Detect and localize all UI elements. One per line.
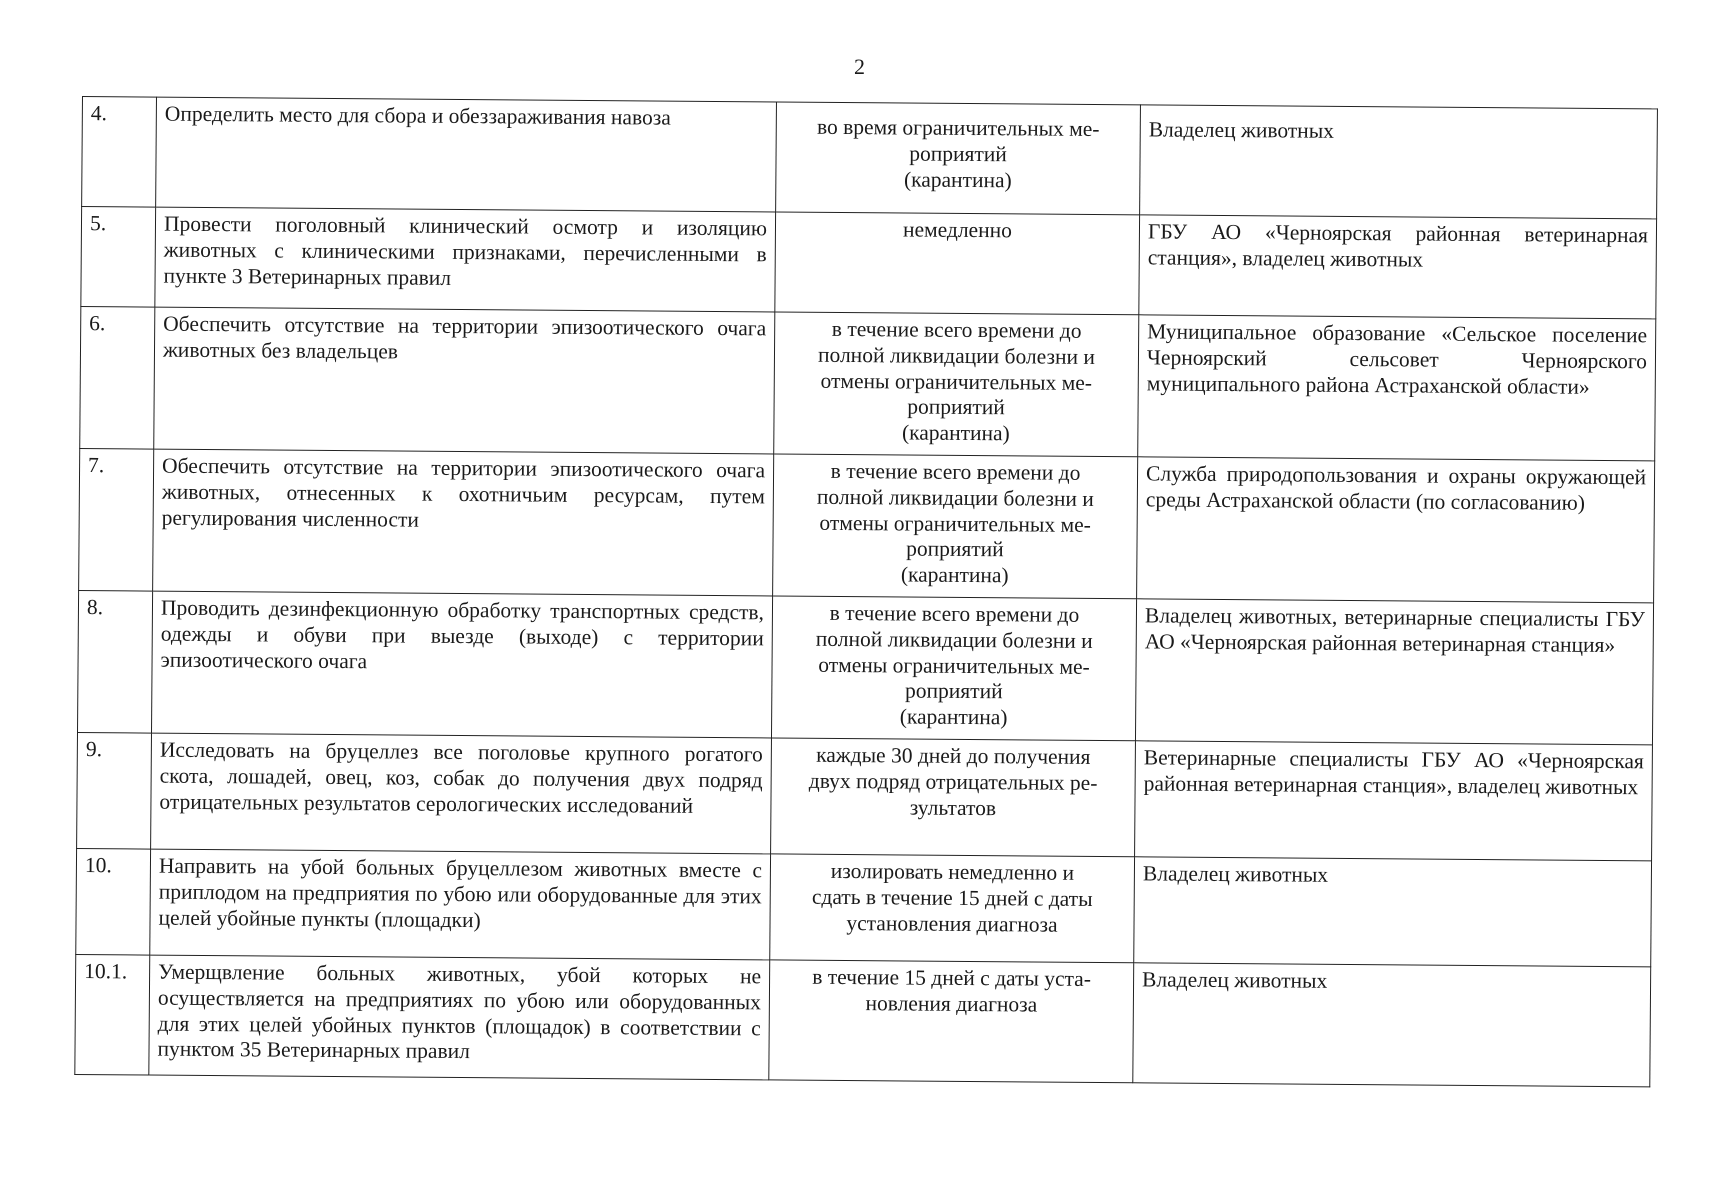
row-term: в течение 15 дней с даты уста- новления диагноза — [769, 960, 1134, 1083]
table-row — [77, 732, 1653, 860]
row-action: Обеспечить отсутствие на территории эпизоотического очага животных без владельцев — [154, 307, 775, 454]
row-responsible: ГБУ АО «Черноярская районная ветеринарная станция», владелец животных — [1139, 215, 1657, 319]
row-responsible: Служба природопользования и охраны окружающей среды Астраханской области (по согласованию) — [1137, 457, 1655, 603]
page-number: 2 — [854, 54, 865, 79]
row-term: во время ограничительных ме- роприятий (карантина) — [776, 102, 1141, 215]
table-row — [82, 97, 1658, 219]
row-number: 4. — [82, 97, 157, 208]
row-responsible: Владелец животных — [1134, 857, 1652, 967]
row-responsible: Ветеринарные специалисты ГБУ АО «Черноярская районная ветеринарная станция», владелец животных — [1135, 741, 1653, 861]
row-term: в течение всего времени до полной ликвидации болезни и отмены ограничительных ме- роприятий (карантина) — [774, 312, 1139, 457]
row-number: 5. — [81, 207, 156, 308]
row-action: Умерщвление больных животных, убой которых не осуществляется на предприятиях по убою или оборудованных для этих целей убойных пунктов (площадок) в соответствии с пунктом 35 Ветеринарных правил — [149, 955, 770, 1080]
row-term: каждые 30 дней до получения двух подряд отрицательных ре- зультатов — [771, 738, 1136, 857]
row-number: 10. — [76, 848, 151, 955]
row-action: Определить место для сбора и обеззараживания навоза — [156, 97, 777, 212]
table-row — [80, 306, 1656, 460]
table-row — [76, 848, 1652, 966]
row-number: 6. — [80, 306, 155, 449]
row-term: в течение всего времени до полной ликвидации болезни и отмены ограничительных ме- роприятий (карантина) — [773, 454, 1138, 599]
table-row — [78, 590, 1654, 744]
row-responsible: Владелец животных — [1133, 963, 1651, 1087]
table-row — [81, 207, 1657, 319]
measures-table-wrapper — [74, 96, 1657, 1087]
row-action: Обеспечить отсутствие на территории эпизоотического очага животных, отнесенных к охотничьим ресурсам, путем регулирования численности — [153, 449, 774, 596]
row-responsible: Муниципальное образование «Сельское поселение Черноярский сельсовет Черноярского муниципального района Астраханской области» — [1138, 315, 1656, 461]
row-action: Проводить дезинфекционную обработку транспортных средств, одежды и обуви при выезде (выходе) с территории эпизоотического очага — [151, 591, 772, 738]
row-number: 9. — [77, 732, 152, 849]
row-action: Исследовать на бруцеллез все поголовье крупного рогатого скота, лошадей, овец, коз, собак до получения двух подряд отрицательных результатов серологических исследований — [151, 733, 772, 854]
row-action: Провести поголовный клинический осмотр и изоляцию животных с клиническими признаками, перечисленными в пункте 3 Ветеринарных правил — [155, 207, 776, 312]
table-row — [75, 954, 1651, 1086]
row-action: Направить на убой больных бруцеллезом животных вместе с приплодом на предприятия по убою или оборудованные для этих целей убойные пункты (площадки) — [150, 849, 771, 960]
measures-table — [74, 96, 1658, 1087]
table-row — [79, 448, 1655, 602]
row-responsible: Владелец животных — [1140, 105, 1658, 219]
row-number: 7. — [79, 448, 154, 591]
row-responsible: Владелец животных, ветеринарные специалисты ГБУ АО «Черноярская районная ветеринарная станция» — [1135, 599, 1653, 745]
row-term: немедленно — [775, 212, 1140, 315]
row-number: 8. — [78, 590, 153, 733]
row-number: 10.1. — [75, 954, 150, 1075]
row-term: изолировать немедленно и сдать в течение 15 дней с даты установления диагноза — [770, 854, 1135, 963]
row-term: в течение всего времени до полной ликвидации болезни и отмены ограничительных ме- роприятий (карантина) — [771, 596, 1136, 741]
